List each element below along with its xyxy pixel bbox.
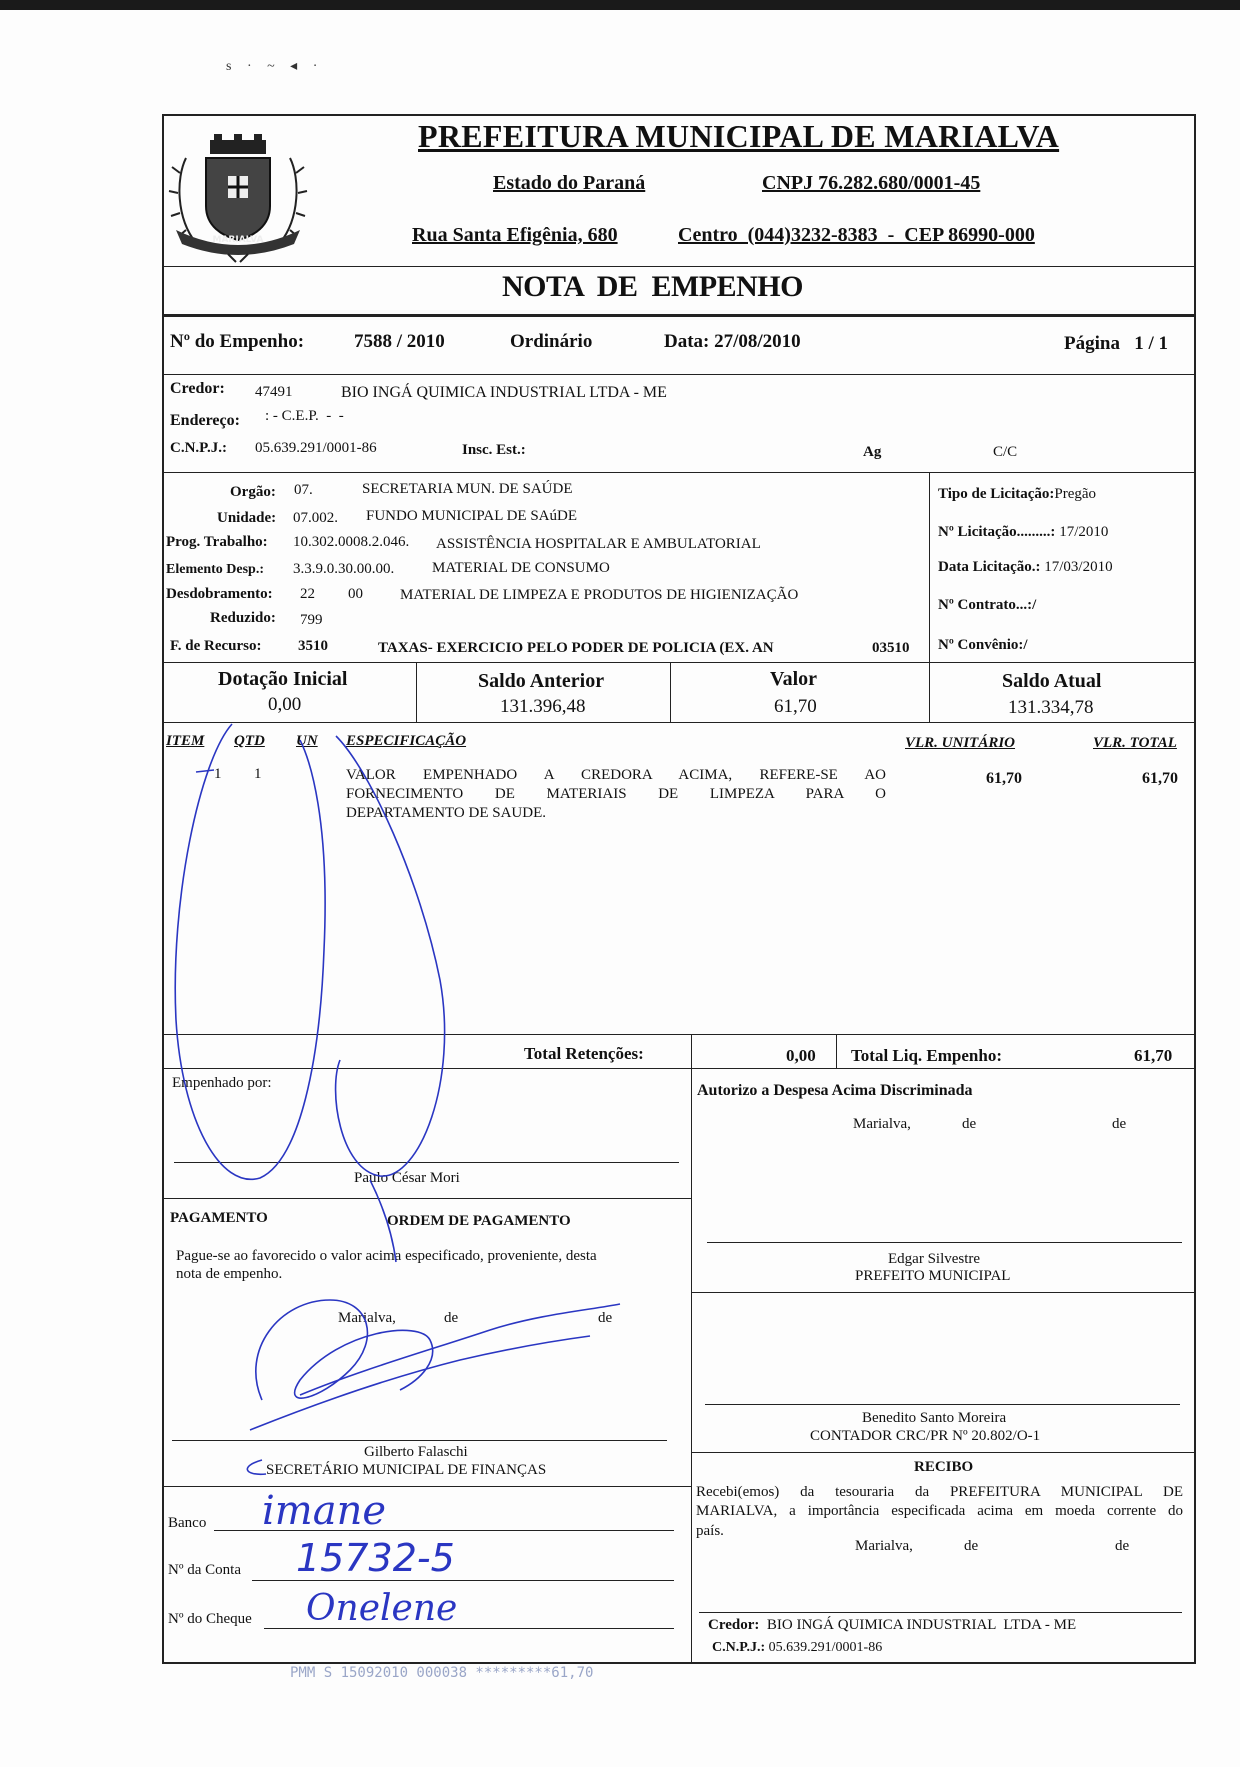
divider bbox=[836, 1034, 837, 1068]
dotacao-inicial-label: Dotação Inicial bbox=[218, 668, 348, 690]
secretario-role: SECRETÁRIO MUNICIPAL DE FINANÇAS bbox=[266, 1462, 547, 1478]
total-liquido-label: Total Liq. Empenho: bbox=[851, 1046, 1002, 1065]
endereco-label: Endereço: bbox=[170, 412, 240, 429]
col-vlr-unitario: VLR. UNITÁRIO bbox=[905, 735, 1016, 751]
credor-code: 47491 bbox=[255, 384, 293, 400]
banco-handwritten: i​mane bbox=[262, 1488, 387, 1534]
estado: Estado do Paraná bbox=[493, 172, 646, 194]
divider bbox=[162, 1034, 1194, 1035]
valor-label: Valor bbox=[770, 668, 818, 690]
conta-line bbox=[252, 1580, 674, 1581]
endereco-centro: Centro (044)3232-8383 - CEP 86990-000 bbox=[678, 224, 1035, 246]
bank-stamp: PMM S 15092010 000038 *********61,70 bbox=[290, 1665, 594, 1681]
reduzido-value: 799 bbox=[300, 612, 323, 628]
col-qtd: QTD bbox=[234, 733, 265, 749]
recibo-text-3: país. bbox=[696, 1523, 724, 1539]
prog-trabalho-label: Prog. Trabalho: bbox=[166, 534, 268, 550]
saldo-anterior-value: 131.396,48 bbox=[500, 696, 586, 717]
empenhado-por-label: Empenhado por: bbox=[172, 1075, 272, 1091]
recurso-code: 3510 bbox=[298, 638, 328, 654]
divider bbox=[691, 1068, 692, 1662]
col-especificacao: ESPECIFICAÇÃO bbox=[346, 733, 467, 749]
empenho-label: Nº do Empenho: bbox=[170, 331, 305, 352]
signature-line bbox=[174, 1162, 679, 1163]
svg-text:MARIALVA: MARIALVA bbox=[212, 235, 264, 245]
pagina: Página 1 / 1 bbox=[1064, 333, 1168, 354]
pagamento-place: Marialva, bbox=[338, 1310, 396, 1326]
contador-name: Benedito Santo Moreira bbox=[862, 1410, 1007, 1426]
recurso-name: TAXAS- EXERCICIO PELO PODER DE POLICIA (EX. AN bbox=[378, 640, 774, 656]
recurso-label: F. de Recurso: bbox=[170, 638, 262, 654]
item-vlr-unitario: 61,70 bbox=[986, 770, 1022, 787]
signature-line bbox=[705, 1404, 1180, 1405]
conta-corrente-label: C/C bbox=[993, 444, 1018, 460]
col-item: ITEM bbox=[166, 733, 205, 749]
pagamento-text-1: Pague-se ao favorecido o valor acima especificado, proveniente, desta bbox=[176, 1248, 597, 1264]
numero-licitacao: Nº Licitação.........: 17/2010 bbox=[938, 524, 1109, 540]
divider bbox=[162, 1198, 691, 1199]
divider bbox=[162, 374, 1194, 375]
divider bbox=[691, 1452, 1194, 1453]
divider bbox=[162, 472, 1194, 473]
cnpj-label: C.N.P.J.: bbox=[170, 440, 227, 456]
insc-est-label: Insc. Est.: bbox=[462, 442, 526, 458]
signature-line bbox=[707, 1242, 1182, 1243]
recibo-text-1: Recebi(emos) da tesouraria da PREFEITURA MUNICIPAL DE bbox=[696, 1484, 1183, 1500]
autorizo-de-1: de bbox=[962, 1116, 977, 1132]
desdobramento-code: 22 bbox=[300, 586, 315, 602]
recibo-place: Marialva, bbox=[855, 1538, 913, 1554]
total-liquido-value: 61,70 bbox=[1134, 1046, 1173, 1065]
unidade-code: 07.002. bbox=[293, 510, 338, 526]
total-retencoes-label: Total Retenções: bbox=[524, 1044, 644, 1063]
dotacao-inicial-value: 0,00 bbox=[268, 694, 302, 715]
elemento-label: Elemento Desp.: bbox=[166, 562, 264, 577]
pagamento-label: PAGAMENTO bbox=[170, 1210, 268, 1226]
endereco-value: : - C.E.P. - - bbox=[265, 408, 344, 424]
divider bbox=[162, 1486, 691, 1487]
saldo-atual-label: Saldo Atual bbox=[1002, 670, 1102, 692]
conta-handwritten: 15732-5 bbox=[296, 1536, 455, 1580]
autorizo-de-2: de bbox=[1112, 1116, 1127, 1132]
orgao-label: Orgão: bbox=[230, 484, 276, 500]
elemento-name: MATERIAL DE CONSUMO bbox=[432, 560, 610, 576]
prefeitura-title: PREFEITURA MUNICIPAL DE MARIALVA bbox=[418, 118, 1060, 154]
item-number: 1 bbox=[214, 766, 222, 782]
scan-specks: s · ~ ◂ · bbox=[226, 59, 324, 74]
recurso-code2: 03510 bbox=[872, 640, 910, 656]
divider bbox=[691, 1292, 1194, 1293]
banco-label: Banco bbox=[168, 1515, 207, 1531]
tipo-licitacao: Tipo de Licitação:Pregão bbox=[938, 486, 1097, 502]
divider bbox=[162, 1068, 1194, 1069]
recibo-de-1: de bbox=[964, 1538, 979, 1554]
saldo-anterior-label: Saldo Anterior bbox=[478, 670, 605, 692]
empenhado-signer: Paulo César Mori bbox=[354, 1170, 460, 1186]
pagamento-text-2: nota de empenho. bbox=[176, 1266, 283, 1282]
divider bbox=[162, 722, 1194, 723]
prefeito-name: Edgar Silvestre bbox=[888, 1251, 981, 1267]
item-desc-line-2: FORNECIMENTO DE MATERIAIS DE LIMPEZA PARA O bbox=[346, 786, 886, 802]
empenho-number: 7588 / 2010 bbox=[354, 331, 445, 352]
valor-value: 61,70 bbox=[774, 696, 817, 717]
numero-convenio: Nº Convênio:/ bbox=[938, 637, 1028, 653]
divider bbox=[416, 662, 417, 722]
doc-title: NOTA DE EMPENHO bbox=[502, 270, 803, 303]
agencia-label: Ag bbox=[863, 444, 882, 460]
divider bbox=[929, 662, 930, 722]
pagamento-de-2: de bbox=[598, 1310, 613, 1326]
recibo-text-2: MARIALVA, a importância especificada acima em moeda corrente do bbox=[696, 1503, 1183, 1519]
col-vlr-total: VLR. TOTAL bbox=[1093, 735, 1177, 751]
recibo-cnpj: C.N.P.J.: 05.639.291/0001-86 bbox=[712, 1640, 883, 1655]
signature-line bbox=[699, 1612, 1182, 1613]
municipal-coat-of-arms-logo bbox=[166, 118, 310, 266]
scan-top-edge bbox=[0, 0, 1240, 10]
item-desc-line-3: DEPARTAMENTO DE SAUDE. bbox=[346, 805, 546, 821]
cnpj-value: 05.639.291/0001-86 bbox=[255, 440, 377, 456]
orgao-code: 07. bbox=[294, 482, 313, 498]
autorizo-place: Marialva, bbox=[853, 1116, 911, 1132]
item-desc-line-1: VALOR EMPENHADO A CREDORA ACIMA, REFERE-SE AO bbox=[346, 767, 886, 783]
recibo-title: RECIBO bbox=[914, 1459, 974, 1475]
desdobramento-code2: 00 bbox=[348, 586, 363, 602]
empenho-tipo: Ordinário bbox=[510, 331, 593, 352]
data-licitacao: Data Licitação.: 17/03/2010 bbox=[938, 559, 1113, 575]
divider bbox=[929, 472, 930, 662]
endereco-rua: Rua Santa Efigênia, 680 bbox=[412, 224, 618, 246]
signature-line bbox=[172, 1440, 667, 1441]
empenho-data: Data: 27/08/2010 bbox=[664, 331, 801, 352]
reduzido-label: Reduzido: bbox=[210, 610, 276, 626]
conta-label: Nº da Conta bbox=[168, 1562, 241, 1578]
unidade-name: FUNDO MUNICIPAL DE SAúDE bbox=[366, 508, 577, 524]
divider bbox=[162, 314, 1194, 317]
recibo-de-2: de bbox=[1115, 1538, 1130, 1554]
secretario-name: Gilberto Falaschi bbox=[364, 1444, 468, 1460]
divider bbox=[162, 266, 1194, 267]
prog-trabalho-name: ASSISTÊNCIA HOSPITALAR E AMBULATORIAL bbox=[436, 536, 761, 552]
item-qtd: 1 bbox=[254, 766, 262, 782]
autorizo-title: Autorizo a Despesa Acima Discriminada bbox=[697, 1082, 973, 1099]
divider bbox=[670, 662, 671, 722]
item-vlr-total: 61,70 bbox=[1142, 770, 1178, 787]
credor-label: Credor: bbox=[170, 380, 225, 397]
desdobramento-label: Desdobramento: bbox=[166, 586, 273, 602]
numero-contrato: Nº Contrato...:/ bbox=[938, 597, 1037, 613]
divider bbox=[691, 1034, 692, 1068]
orgao-name: SECRETARIA MUN. DE SAÚDE bbox=[362, 481, 573, 497]
credor-name: BIO INGÁ QUIMICA INDUSTRIAL LTDA - ME bbox=[341, 384, 667, 401]
cheque-handwritten: Onelene bbox=[306, 1588, 458, 1629]
ordem-pagamento: ORDEM DE PAGAMENTO bbox=[387, 1213, 571, 1229]
cheque-label: Nº do Cheque bbox=[168, 1611, 252, 1627]
prefeito-role: PREFEITO MUNICIPAL bbox=[855, 1268, 1011, 1284]
elemento-code: 3.3.9.0.30.00.00. bbox=[293, 561, 395, 577]
unidade-label: Unidade: bbox=[217, 510, 277, 526]
total-retencoes-value: 0,00 bbox=[786, 1046, 816, 1065]
divider bbox=[162, 662, 1194, 663]
recibo-credor: Credor: BIO INGÁ QUIMICA INDUSTRIAL LTDA - ME bbox=[708, 1617, 1077, 1633]
contador-role: CONTADOR CRC/PR Nº 20.802/O-1 bbox=[810, 1428, 1041, 1444]
cnpj-prefeitura: CNPJ 76.282.680/0001-45 bbox=[762, 172, 981, 194]
prog-trabalho-code: 10.302.0008.2.046. bbox=[293, 534, 410, 550]
saldo-atual-value: 131.334,78 bbox=[1008, 697, 1094, 718]
desdobramento-name: MATERIAL DE LIMPEZA E PRODUTOS DE HIGIENIZAÇÃO bbox=[400, 587, 799, 603]
pagamento-de-1: de bbox=[444, 1310, 459, 1326]
col-un: UN bbox=[296, 733, 318, 749]
